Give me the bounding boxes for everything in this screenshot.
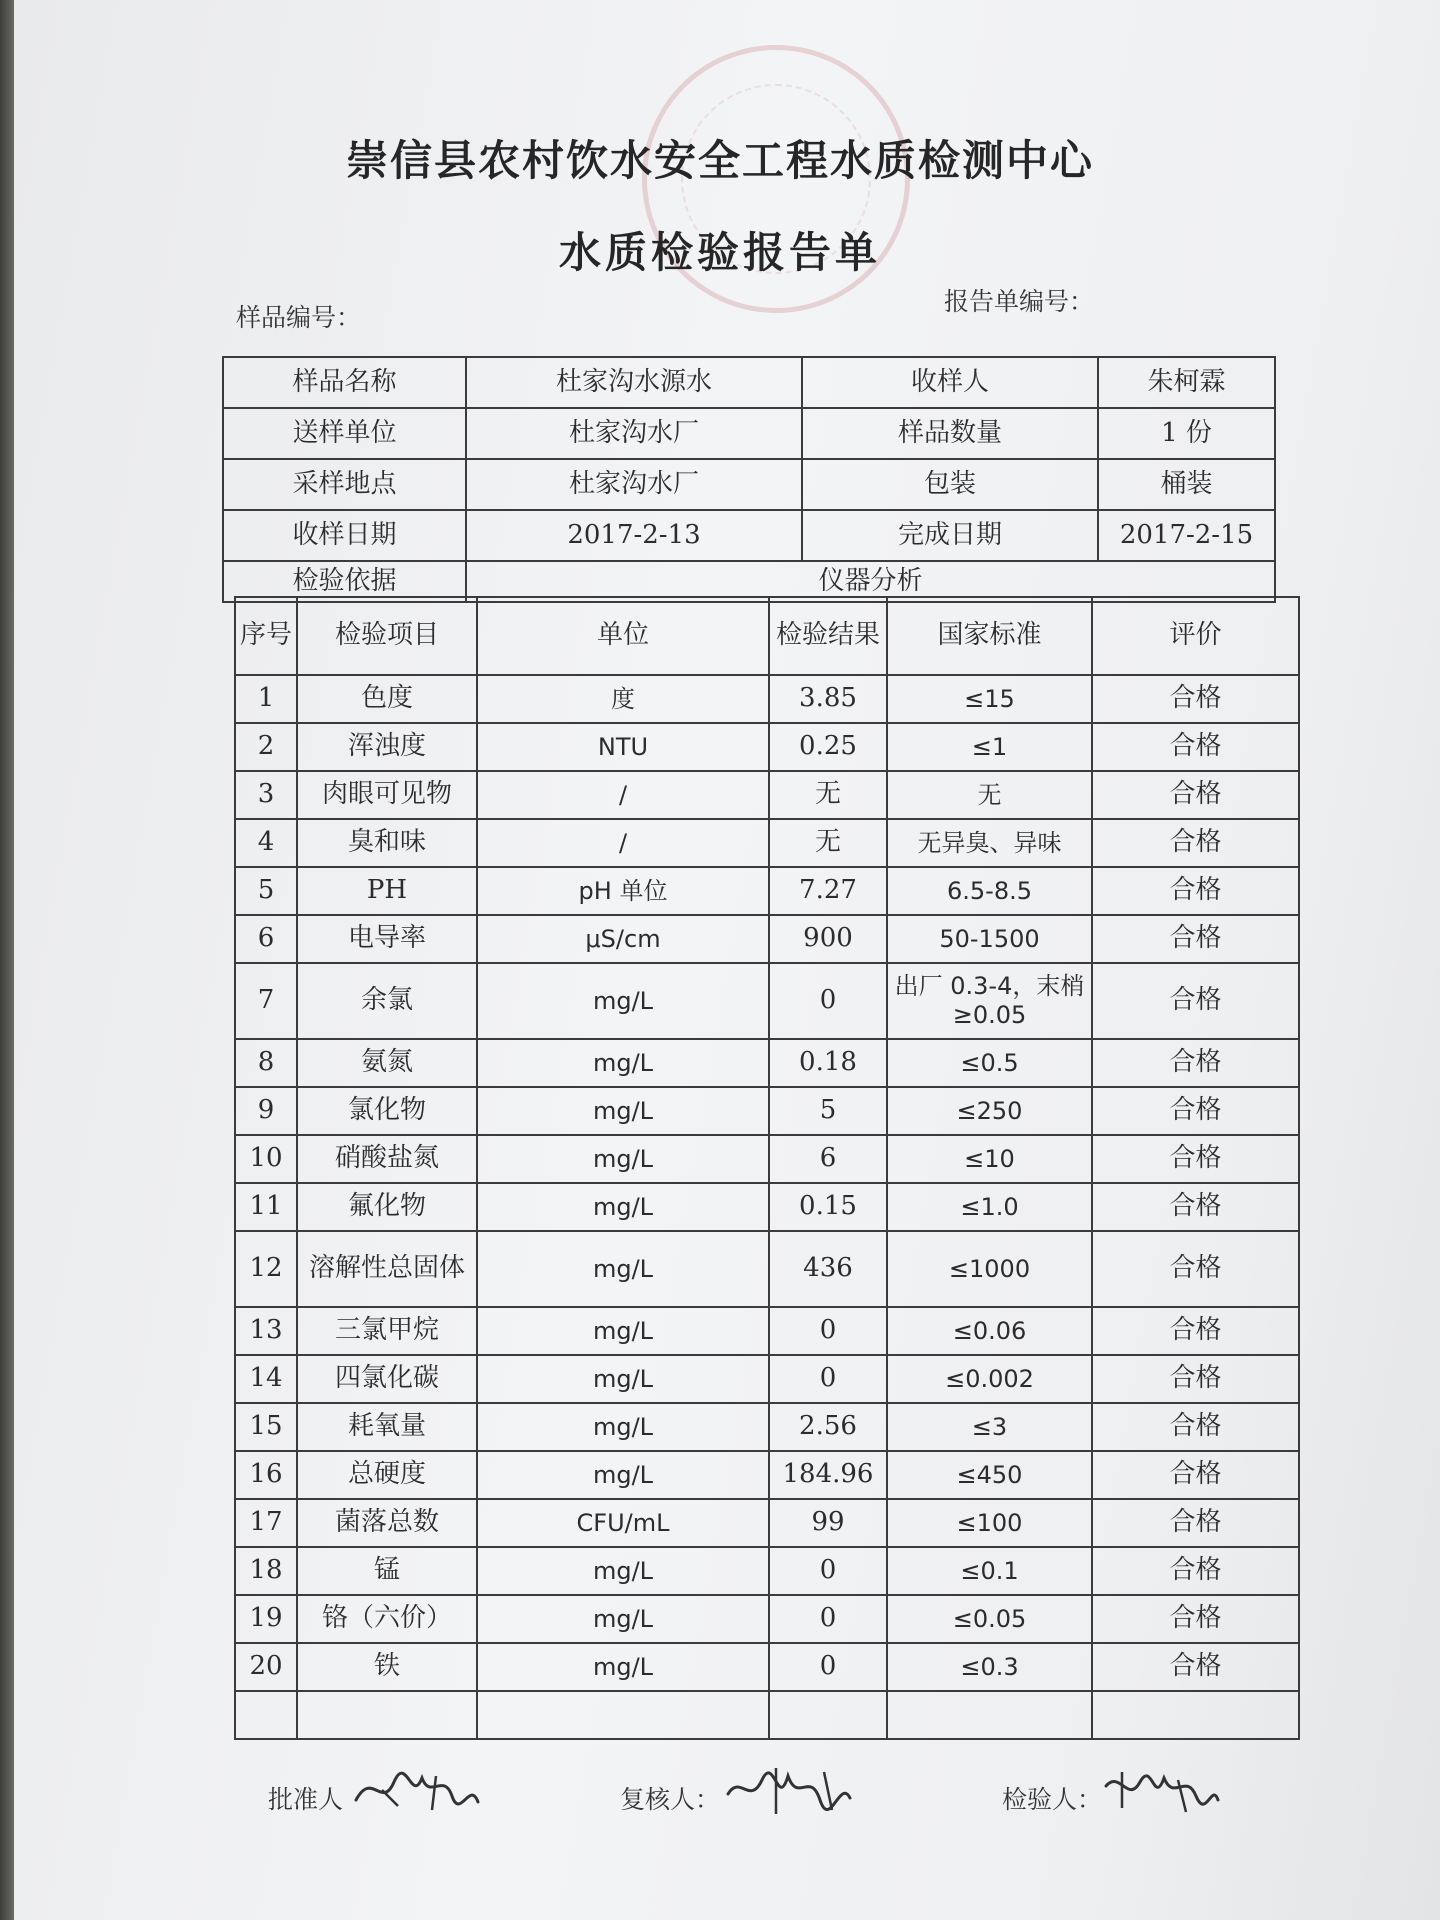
completed-date-label: 完成日期: [802, 510, 1098, 561]
cell-no: 18: [235, 1547, 297, 1595]
cell-item: 溶解性总固体: [297, 1231, 477, 1307]
cell-no: 12: [235, 1231, 297, 1307]
cell-item: 氯化物: [297, 1087, 477, 1135]
cell-item: 余氯: [297, 963, 477, 1039]
table-row: [235, 1307, 1299, 1355]
results-header-row: [235, 597, 1299, 675]
cell-evaluation: 合格: [1092, 1307, 1299, 1355]
col-header-unit: 单位: [477, 597, 769, 675]
cell-standard: 出厂 0.3-4，末梢≥0.05: [887, 963, 1092, 1039]
cell-standard: 无: [887, 771, 1092, 819]
cell-standard: ≤0.002: [887, 1355, 1092, 1403]
cell-unit: μS/cm: [477, 915, 769, 963]
cell-result: 0: [769, 1643, 887, 1691]
cell-unit: /: [477, 771, 769, 819]
table-row: [235, 771, 1299, 819]
approver-signature: [352, 1760, 482, 1820]
sender-value: 杜家沟水厂: [466, 408, 802, 459]
quantity-label: 样品数量: [802, 408, 1098, 459]
cell-unit: CFU/mL: [477, 1499, 769, 1547]
table-row: [235, 819, 1299, 867]
cell-evaluation: 合格: [1092, 819, 1299, 867]
cell-standard: ≤0.5: [887, 1039, 1092, 1087]
cell-item: 电导率: [297, 915, 477, 963]
package-label: 包装: [802, 459, 1098, 510]
cell-evaluation: 合格: [1092, 915, 1299, 963]
table-row: [235, 1039, 1299, 1087]
cell-evaluation: 合格: [1092, 1403, 1299, 1451]
location-value: 杜家沟水厂: [466, 459, 802, 510]
table-row: [235, 1183, 1299, 1231]
cell-evaluation: 合格: [1092, 723, 1299, 771]
cell-item: 臭和味: [297, 819, 477, 867]
cell-unit: mg/L: [477, 1231, 769, 1307]
cell-evaluation: 合格: [1092, 675, 1299, 723]
org-title: 崇信县农村饮水安全工程水质检测中心: [345, 136, 1094, 185]
cell-no: 10: [235, 1135, 297, 1183]
cell-no: 17: [235, 1499, 297, 1547]
sample-name-label: 样品名称: [223, 357, 466, 408]
col-header-item: 检验项目: [297, 597, 477, 675]
package-value: 桶装: [1098, 459, 1275, 510]
cell-item: 色度: [297, 675, 477, 723]
cell-unit: 度: [477, 675, 769, 723]
cell-no: 15: [235, 1403, 297, 1451]
cell-no: 13: [235, 1307, 297, 1355]
table-row: [235, 915, 1299, 963]
cell-no: 5: [235, 867, 297, 915]
cell-unit: NTU: [477, 723, 769, 771]
cell-evaluation: 合格: [1092, 1643, 1299, 1691]
desk-edge: [0, 0, 14, 1920]
cell-standard: ≤10: [887, 1135, 1092, 1183]
blank-cell: [477, 1691, 769, 1739]
cell-item: 氟化物: [297, 1183, 477, 1231]
col-header-evaluation: 评价: [1092, 597, 1299, 675]
sample-no-label: 样品编号：: [236, 303, 362, 332]
cell-no: 3: [235, 771, 297, 819]
table-row: [235, 723, 1299, 771]
cell-result: 99: [769, 1499, 887, 1547]
cell-result: 5: [769, 1087, 887, 1135]
cell-item: 浑浊度: [297, 723, 477, 771]
cell-item: 铁: [297, 1643, 477, 1691]
basis-value: 仪器分析: [466, 561, 1275, 602]
cell-standard: ≤15: [887, 675, 1092, 723]
table-row: [235, 1403, 1299, 1451]
cell-unit: mg/L: [477, 1039, 769, 1087]
cell-result: 0.18: [769, 1039, 887, 1087]
cell-unit: mg/L: [477, 1307, 769, 1355]
col-header-no: 序号: [235, 597, 297, 675]
results-body: [235, 675, 1299, 1739]
cell-item: 锰: [297, 1547, 477, 1595]
quantity-value: 1 份: [1098, 408, 1275, 459]
cell-result: 0.15: [769, 1183, 887, 1231]
cell-standard: ≤1000: [887, 1231, 1092, 1307]
doc-title: 水质检验报告单: [558, 228, 881, 277]
reviewer-label: 复核人：: [620, 1785, 721, 1814]
cell-standard: ≤250: [887, 1087, 1092, 1135]
cell-item: PH: [297, 867, 477, 915]
cell-standard: ≤100: [887, 1499, 1092, 1547]
cell-result: 0: [769, 1307, 887, 1355]
cell-item: 硝酸盐氮: [297, 1135, 477, 1183]
cell-result: 0: [769, 1595, 887, 1643]
cell-unit: mg/L: [477, 1643, 769, 1691]
cell-unit: mg/L: [477, 1135, 769, 1183]
cell-result: 3.85: [769, 675, 887, 723]
cell-no: 2: [235, 723, 297, 771]
cell-evaluation: 合格: [1092, 867, 1299, 915]
cell-unit: mg/L: [477, 1403, 769, 1451]
table-row: [235, 1135, 1299, 1183]
cell-result: 0: [769, 963, 887, 1039]
cell-standard: ≤0.3: [887, 1643, 1092, 1691]
cell-result: 436: [769, 1231, 887, 1307]
cell-unit: mg/L: [477, 963, 769, 1039]
cell-result: 0.25: [769, 723, 887, 771]
cell-standard: ≤0.06: [887, 1307, 1092, 1355]
cell-standard: ≤3: [887, 1403, 1092, 1451]
received-date-label: 收样日期: [223, 510, 466, 561]
cell-unit: mg/L: [477, 1355, 769, 1403]
cell-no: 16: [235, 1451, 297, 1499]
table-row: [235, 1595, 1299, 1643]
cell-unit: /: [477, 819, 769, 867]
cell-result: 0: [769, 1547, 887, 1595]
table-row: [235, 1355, 1299, 1403]
cell-no: 20: [235, 1643, 297, 1691]
cell-unit: mg/L: [477, 1547, 769, 1595]
report-no-label: 报告单编号：: [944, 287, 1095, 316]
cell-standard: ≤1: [887, 723, 1092, 771]
blank-cell: [297, 1691, 477, 1739]
cell-no: 9: [235, 1087, 297, 1135]
cell-evaluation: 合格: [1092, 963, 1299, 1039]
blank-cell: [235, 1691, 297, 1739]
blank-cell: [887, 1691, 1092, 1739]
blank-cell: [1092, 1691, 1299, 1739]
cell-no: 4: [235, 819, 297, 867]
table-row: [235, 1451, 1299, 1499]
table-row: [235, 1499, 1299, 1547]
cell-result: 6: [769, 1135, 887, 1183]
receiver-value: 朱柯霖: [1098, 357, 1275, 408]
cell-evaluation: 合格: [1092, 771, 1299, 819]
cell-unit: mg/L: [477, 1183, 769, 1231]
cell-evaluation: 合格: [1092, 1451, 1299, 1499]
cell-standard: 50-1500: [887, 915, 1092, 963]
cell-unit: mg/L: [477, 1595, 769, 1643]
received-date-value: 2017-2-13: [466, 510, 802, 561]
cell-result: 2.56: [769, 1403, 887, 1451]
cell-evaluation: 合格: [1092, 1231, 1299, 1307]
cell-no: 1: [235, 675, 297, 723]
col-header-result: 检验结果: [769, 597, 887, 675]
cell-item: 三氯甲烷: [297, 1307, 477, 1355]
cell-standard: 6.5-8.5: [887, 867, 1092, 915]
cell-evaluation: 合格: [1092, 1499, 1299, 1547]
cell-standard: ≤450: [887, 1451, 1092, 1499]
table-row: [235, 1547, 1299, 1595]
inspector-signature: [1102, 1760, 1222, 1820]
inspector-label: 检验人：: [1002, 1785, 1103, 1814]
cell-no: 8: [235, 1039, 297, 1087]
cell-standard: ≤0.1: [887, 1547, 1092, 1595]
cell-item: 耗氧量: [297, 1403, 477, 1451]
cell-item: 氨氮: [297, 1039, 477, 1087]
results-table: [234, 596, 1300, 1740]
cell-item: 肉眼可见物: [297, 771, 477, 819]
cell-unit: mg/L: [477, 1087, 769, 1135]
cell-no: 11: [235, 1183, 297, 1231]
table-row: [235, 1087, 1299, 1135]
cell-result: 7.27: [769, 867, 887, 915]
table-row: [235, 867, 1299, 915]
cell-evaluation: 合格: [1092, 1595, 1299, 1643]
blank-row: [235, 1691, 1299, 1739]
reviewer-signature: [724, 1760, 854, 1820]
blank-cell: [769, 1691, 887, 1739]
table-row: [235, 675, 1299, 723]
cell-result: 无: [769, 771, 887, 819]
cell-unit: mg/L: [477, 1451, 769, 1499]
cell-no: 19: [235, 1595, 297, 1643]
cell-result: 184.96: [769, 1451, 887, 1499]
cell-item: 菌落总数: [297, 1499, 477, 1547]
cell-unit: pH 单位: [477, 867, 769, 915]
cell-item: 铬（六价）: [297, 1595, 477, 1643]
location-label: 采样地点: [223, 459, 466, 510]
cell-evaluation: 合格: [1092, 1039, 1299, 1087]
cell-evaluation: 合格: [1092, 1183, 1299, 1231]
cell-evaluation: 合格: [1092, 1087, 1299, 1135]
cell-item: 四氯化碳: [297, 1355, 477, 1403]
cell-standard: ≤0.05: [887, 1595, 1092, 1643]
table-row: [235, 1231, 1299, 1307]
cell-result: 无: [769, 819, 887, 867]
cell-result: 0: [769, 1355, 887, 1403]
col-header-standard: 国家标准: [887, 597, 1092, 675]
completed-date-value: 2017-2-15: [1098, 510, 1275, 561]
cell-standard: ≤1.0: [887, 1183, 1092, 1231]
cell-evaluation: 合格: [1092, 1355, 1299, 1403]
cell-no: 14: [235, 1355, 297, 1403]
table-row: [235, 1643, 1299, 1691]
sample-info-table: [222, 356, 1276, 603]
cell-evaluation: 合格: [1092, 1135, 1299, 1183]
cell-no: 6: [235, 915, 297, 963]
sample-name-value: 杜家沟水源水: [466, 357, 802, 408]
approver-label: 批准人: [268, 1785, 344, 1814]
cell-result: 900: [769, 915, 887, 963]
sender-label: 送样单位: [223, 408, 466, 459]
cell-standard: 无异臭、异味: [887, 819, 1092, 867]
cell-no: 7: [235, 963, 297, 1039]
cell-item: 总硬度: [297, 1451, 477, 1499]
basis-label: 检验依据: [223, 561, 466, 602]
receiver-label: 收样人: [802, 357, 1098, 408]
cell-evaluation: 合格: [1092, 1547, 1299, 1595]
table-row: [235, 963, 1299, 1039]
